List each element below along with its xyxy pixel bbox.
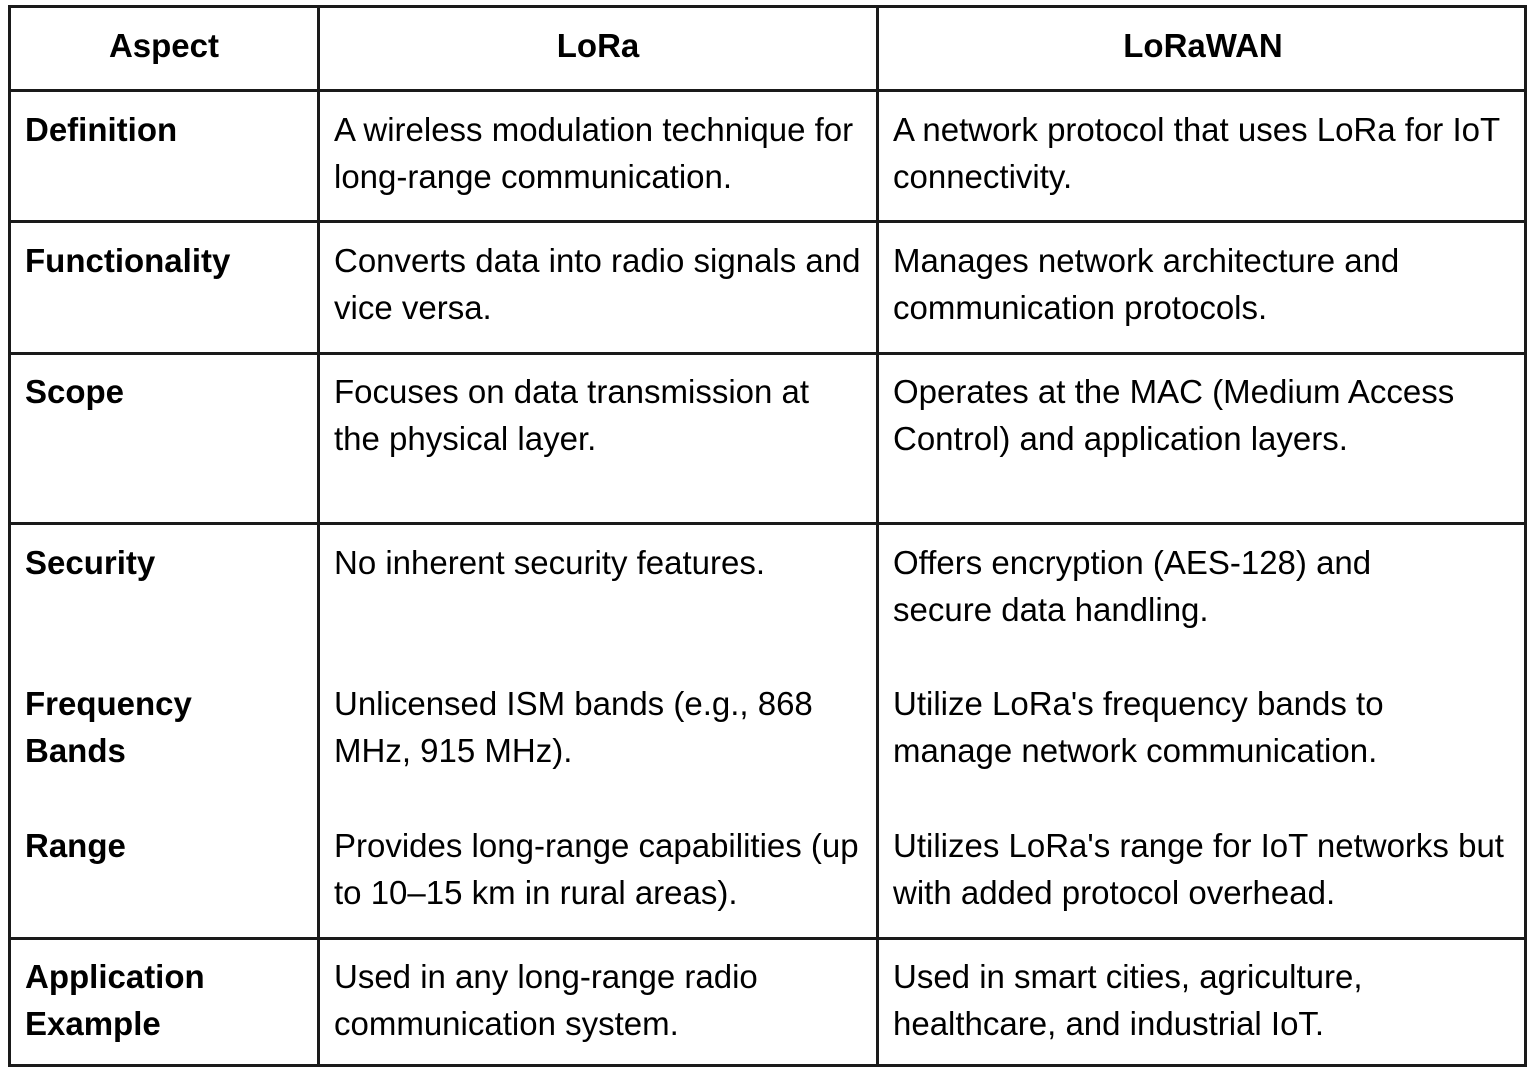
lorawan-scope: Operates at the MAC (Medium Access Control) and application layers. <box>893 373 1455 457</box>
header-lorawan: LoRaWAN <box>1123 27 1283 64</box>
lorawan-frequency-bands: Utilize LoRa's frequency bands to manage network communication. <box>893 685 1384 769</box>
aspect-functionality: Functionality <box>25 242 231 279</box>
aspect-security: Security <box>25 544 156 581</box>
aspect-frequency-bands: Frequency Bands <box>25 685 192 769</box>
header-aspect: Aspect <box>108 27 220 64</box>
column-divider <box>317 8 320 1064</box>
header-lora: LoRa <box>556 27 640 64</box>
lora-application-example: Used in any long-range radio communication system. <box>334 958 758 1042</box>
lorawan-security: Offers encryption (AES-128) and secure data handling. <box>893 544 1372 628</box>
aspect-definition: Definition <box>25 111 178 148</box>
aspect-application-example: Application Example <box>25 958 205 1042</box>
row-divider <box>11 220 1524 223</box>
lorawan-range: Utilizes LoRa's range for IoT networks but with added protocol overhead. <box>893 827 1504 911</box>
lora-security: No inherent security features. <box>334 544 766 581</box>
lora-frequency-bands: Unlicensed ISM bands (e.g., 868 MHz, 915 MHz). <box>334 685 813 769</box>
aspect-scope: Scope <box>25 373 125 410</box>
row-divider <box>11 89 1524 92</box>
lora-range: Provides long-range capabilities (up to 10–15 km in rural areas). <box>334 827 859 911</box>
row-divider <box>11 352 1524 355</box>
lora-scope: Focuses on data transmission at the physical layer. <box>334 373 810 457</box>
column-divider <box>876 8 879 1064</box>
row-divider <box>11 937 1524 940</box>
lorawan-functionality: Manages network architecture and communication protocols. <box>893 242 1400 326</box>
aspect-range: Range <box>25 827 126 864</box>
lorawan-definition: A network protocol that uses LoRa for IoT connectivity. <box>893 111 1500 195</box>
lorawan-application-example: Used in smart cities, agriculture, healthcare, and industrial IoT. <box>893 958 1363 1042</box>
lora-functionality: Converts data into radio signals and vice versa. <box>334 242 861 326</box>
lora-definition: A wireless modulation technique for long-range communication. <box>334 111 854 195</box>
row-divider <box>11 522 1524 525</box>
